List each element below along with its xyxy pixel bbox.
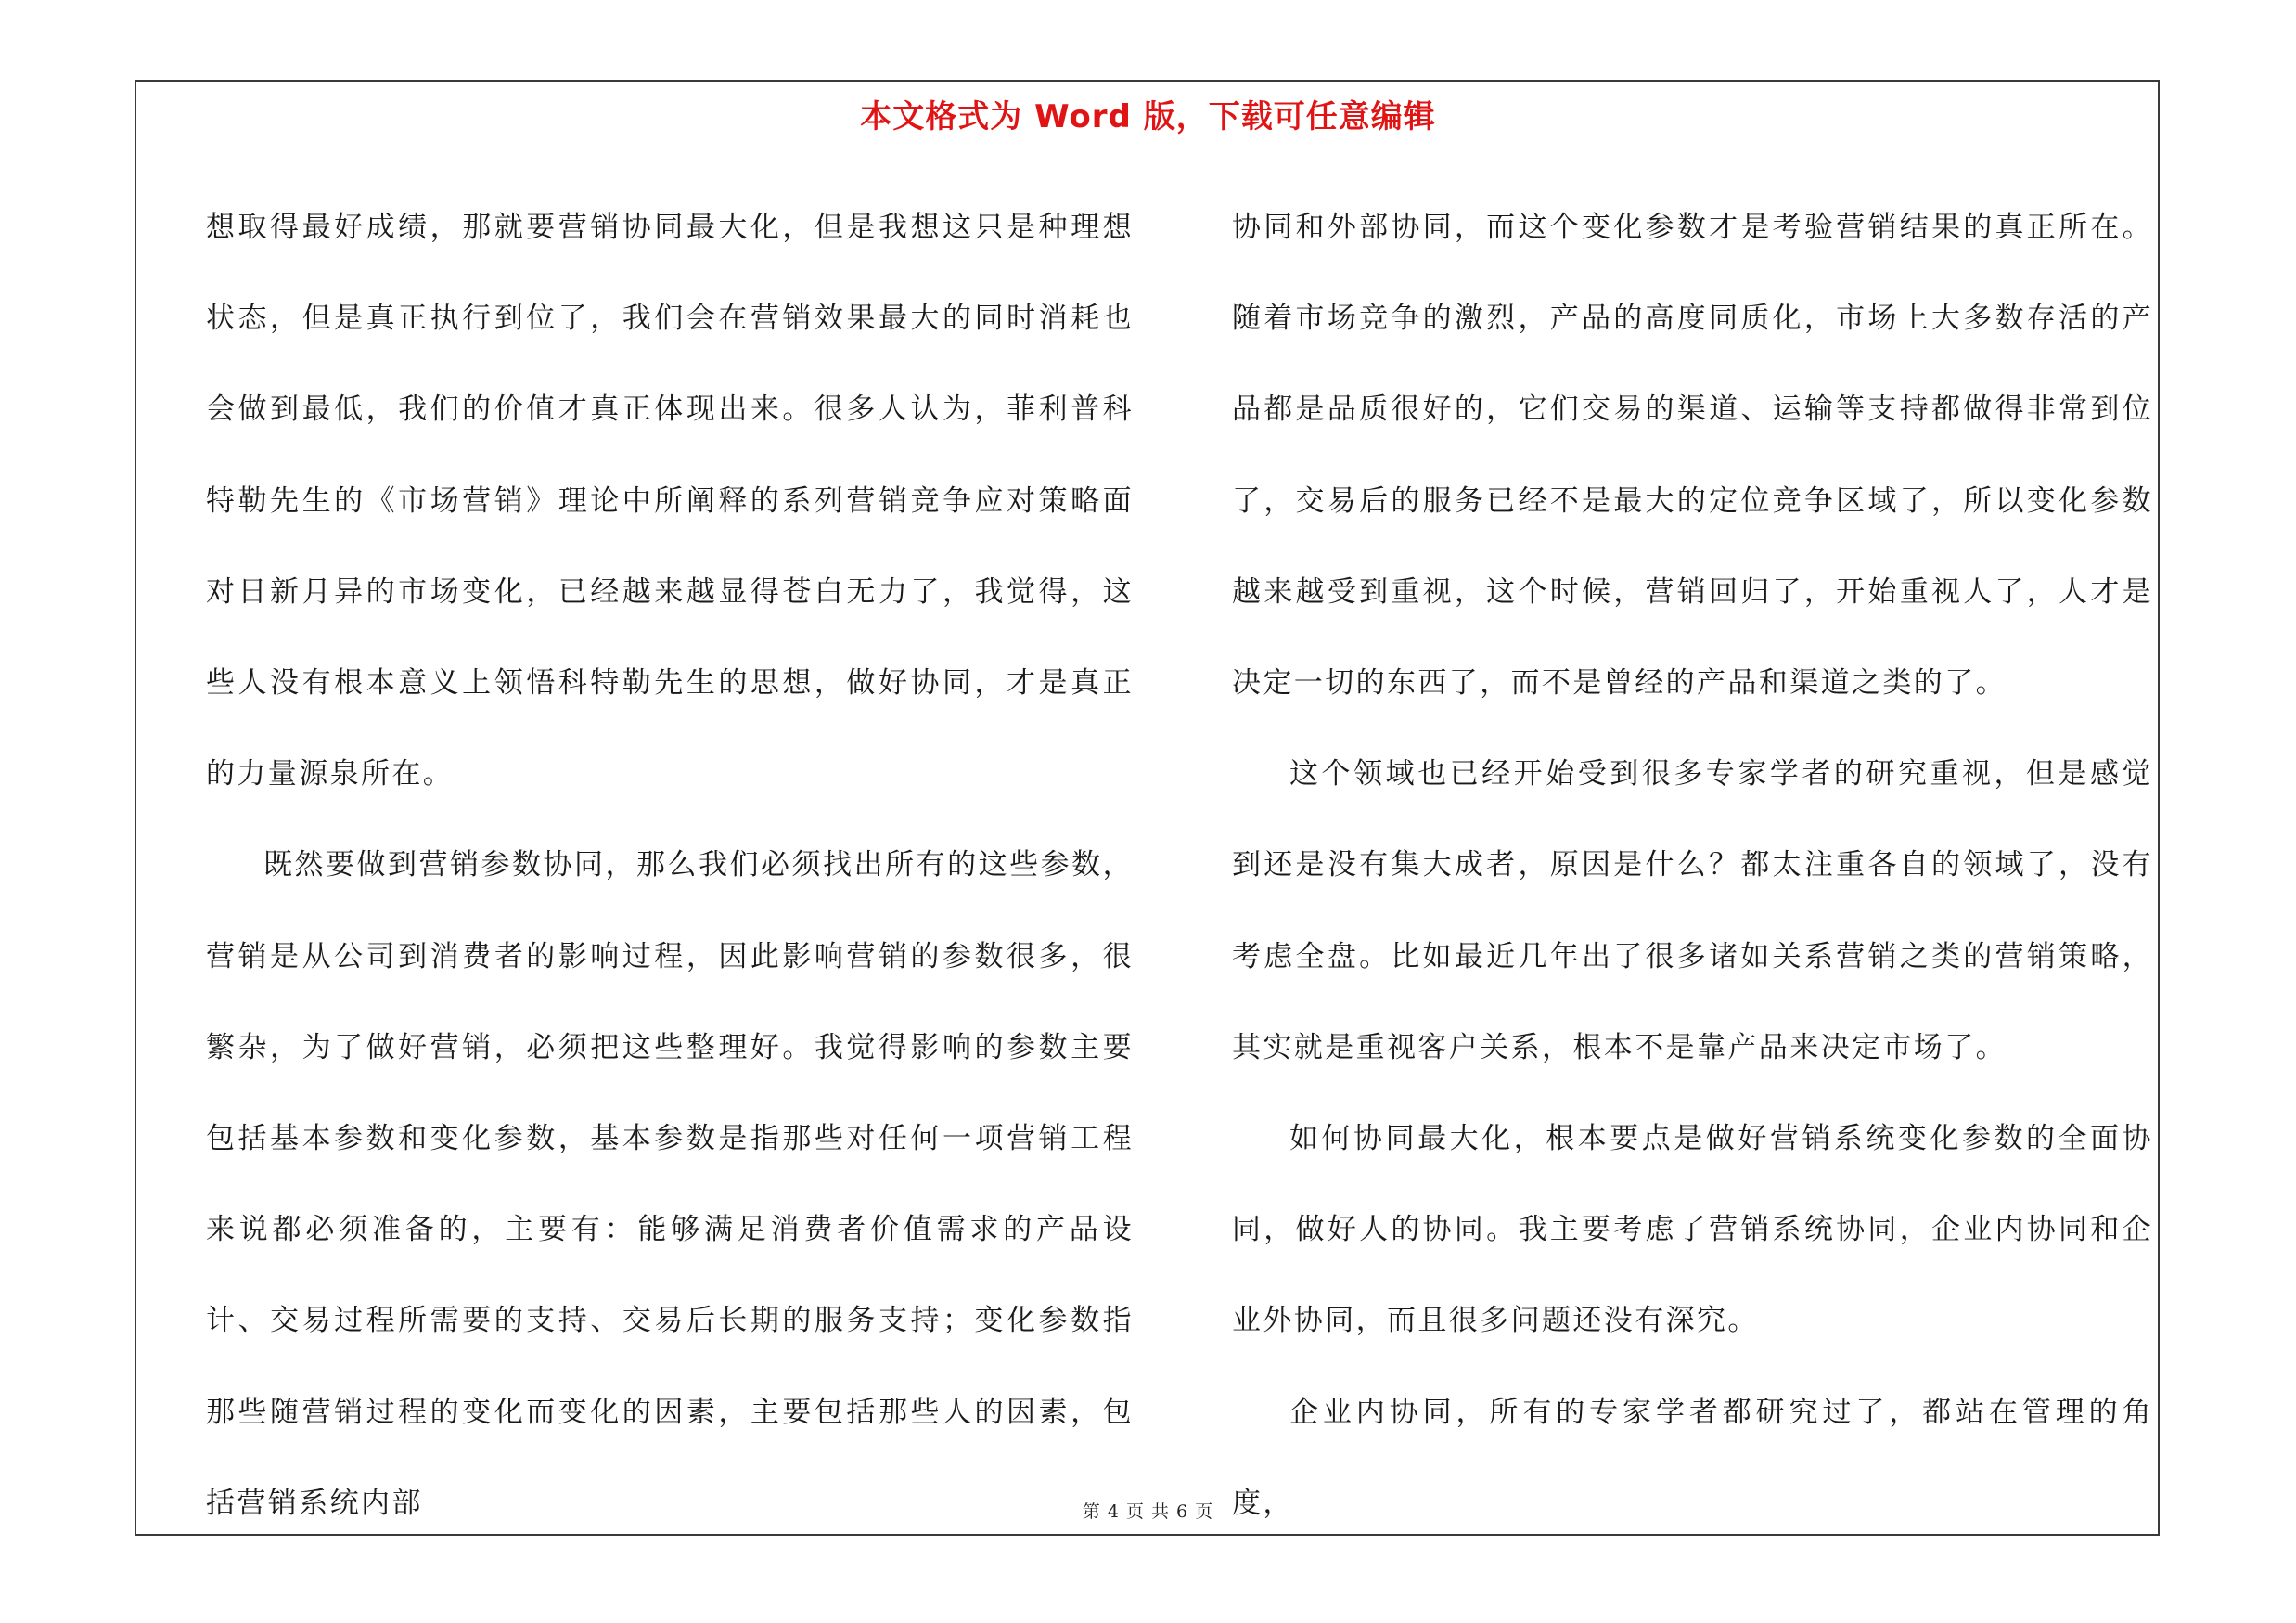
right-paragraph-3: 如何协同最大化，根本要点是做好营销系统变化参数的全面协同，做好人的协同。我主要考虑了营销系统协同，企业内协同和企业外协同，而且很多问题还没有深究。 <box>1232 1122 2153 1338</box>
editable-word-banner: 本文格式为 Word 版，下载可任意编辑 <box>860 98 1436 135</box>
page-number-footer: 第 4 页 共 6 页 <box>1082 1501 1214 1522</box>
left-text-column <box>206 182 1134 1549</box>
left-paragraph-2: 既然要做到营销参数协同，那么我们必须找出所有的这些参数，营销是从公司到消费者的影响过程，因此影响营销的参数很多，很繁杂，为了做好营销，必须把这些整理好。我觉得影响的参数主要包括基本参数和变化参数，基本参数是指那些对任何一项营销工程来说都必须准备的，主要有：能够满足消费者价值需求的产品设计、交易过程所需要的支持、交易后长期的服务支持；变化参数指那些随营销过程的变化而变化的因素，主要包括那些人的因素，包括营销系统内部 <box>206 848 1134 1520</box>
right-paragraph-1: 协同和外部协同，而这个变化参数才是考验营销结果的真正所在。随着市场竞争的激烈，产品的高度同质化，市场上大多数存活的产品都是品质很好的，它们交易的渠道、运输等支持都做得非常到位了，交易后的服务已经不是最大的定位竞争区域了，所以变化参数越来越受到重视，这个时候，营销回归了，开始重视人了，人才是决定一切的东西了，而不是曾经的产品和渠道之类的了。 <box>1232 211 2153 701</box>
right-paragraph-4: 企业内协同，所有的专家学者都研究过了，都站在管理的角度， <box>1232 1395 2153 1520</box>
right-paragraph-2: 这个领域也已经开始受到很多专家学者的研究重视，但是感觉到还是没有集大成者，原因是什么？都太注重各自的领域了，没有考虑全盘。比如最近几年出了很多诸如关系营销之类的营销策略，其实就是重视客户关系，根本不是靠产品来决定市场了。 <box>1232 757 2153 1064</box>
left-paragraph-1: 想取得最好成绩，那就要营销协同最大化，但是我想这只是种理想状态，但是真正执行到位了，我们会在营销效果最大的同时消耗也会做到最低，我们的价值才真正体现出来。很多人认为，菲利普科特勒先生的《市场营销》理论中所阐释的系列营销竞争应对策略面对日新月异的市场变化，已经越来越显得苍白无力了，我觉得，这些人没有根本意义上领悟科特勒先生的思想，做好协同，才是真正的力量源泉所在。 <box>206 211 1134 792</box>
right-text-column <box>1232 182 2153 1549</box>
